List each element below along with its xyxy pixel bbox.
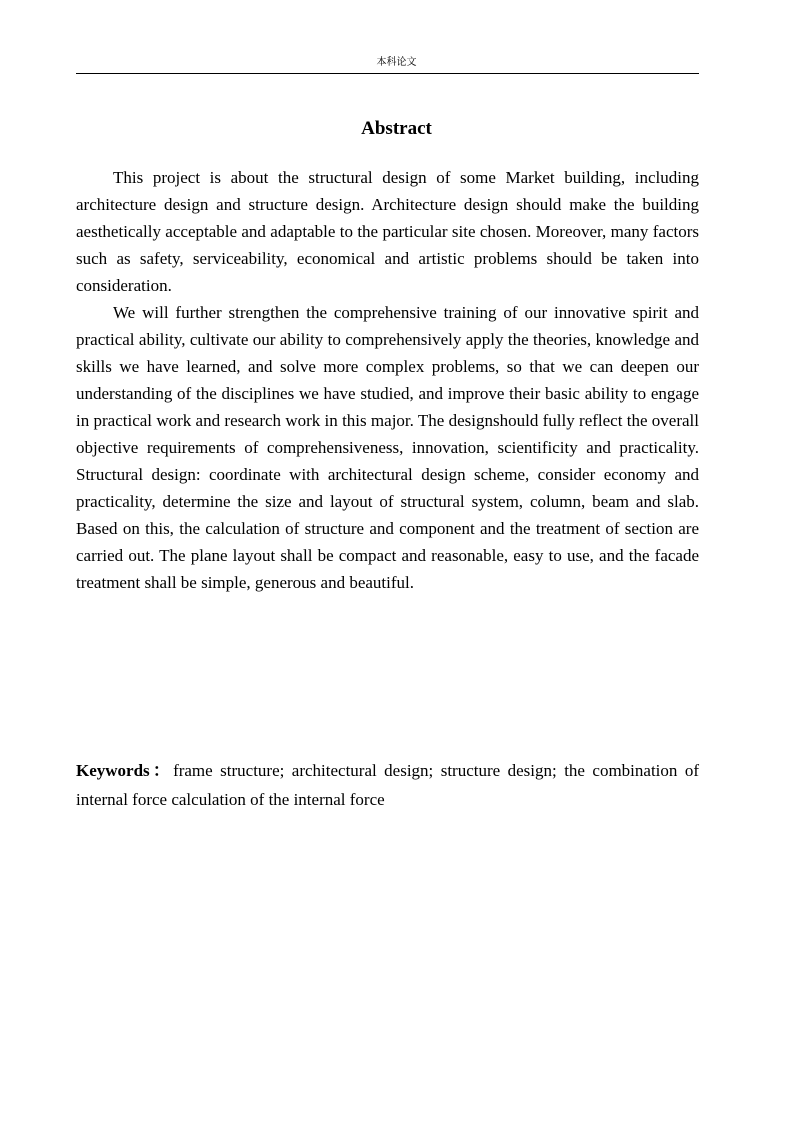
- abstract-body: [76, 164, 699, 596]
- keywords-label: Keywords：: [76, 761, 174, 780]
- keywords-section: [76, 756, 699, 814]
- page-header: 本科论文: [376, 57, 417, 68]
- header-divider: [76, 73, 699, 74]
- abstract-title: Abstract: [361, 118, 432, 139]
- keywords-text: frame structure; architectural design; structure design; the combination of internal force calculation of the internal force: [76, 761, 699, 809]
- abstract-paragraph-2: We will further strengthen the comprehensive training of our innovative spirit and practical ability, cultivate our ability to comprehensively apply the theories, knowledge and skills we have learned, and solve more complex problems, so that we can deepen our understanding of the disciplines we have studied, and improve their basic ability to engage in practical work and research work in this major. The designshould fully reflect the overall objective requirements of comprehensiveness, innovation, scientificity and practicality. Structural design: coordinate with architectural design scheme, consider economy and practicality, determine the size and layout of structural system, column, beam and slab. Based on this, the calculation of structure and component and the treatment of section are carried out. The plane layout shall be compact and reasonable, easy to use, and the facade treatment shall be simple, generous and beautiful.: [76, 303, 699, 592]
- abstract-paragraph-1: This project is about the structural design of some Market building, including architecture design and structure design. Architecture design should make the building aesthetically acceptable and adaptable to the particular site chosen. Moreover, many factors such as safety, serviceability, economical and artistic problems should be taken into consideration.: [76, 168, 699, 295]
